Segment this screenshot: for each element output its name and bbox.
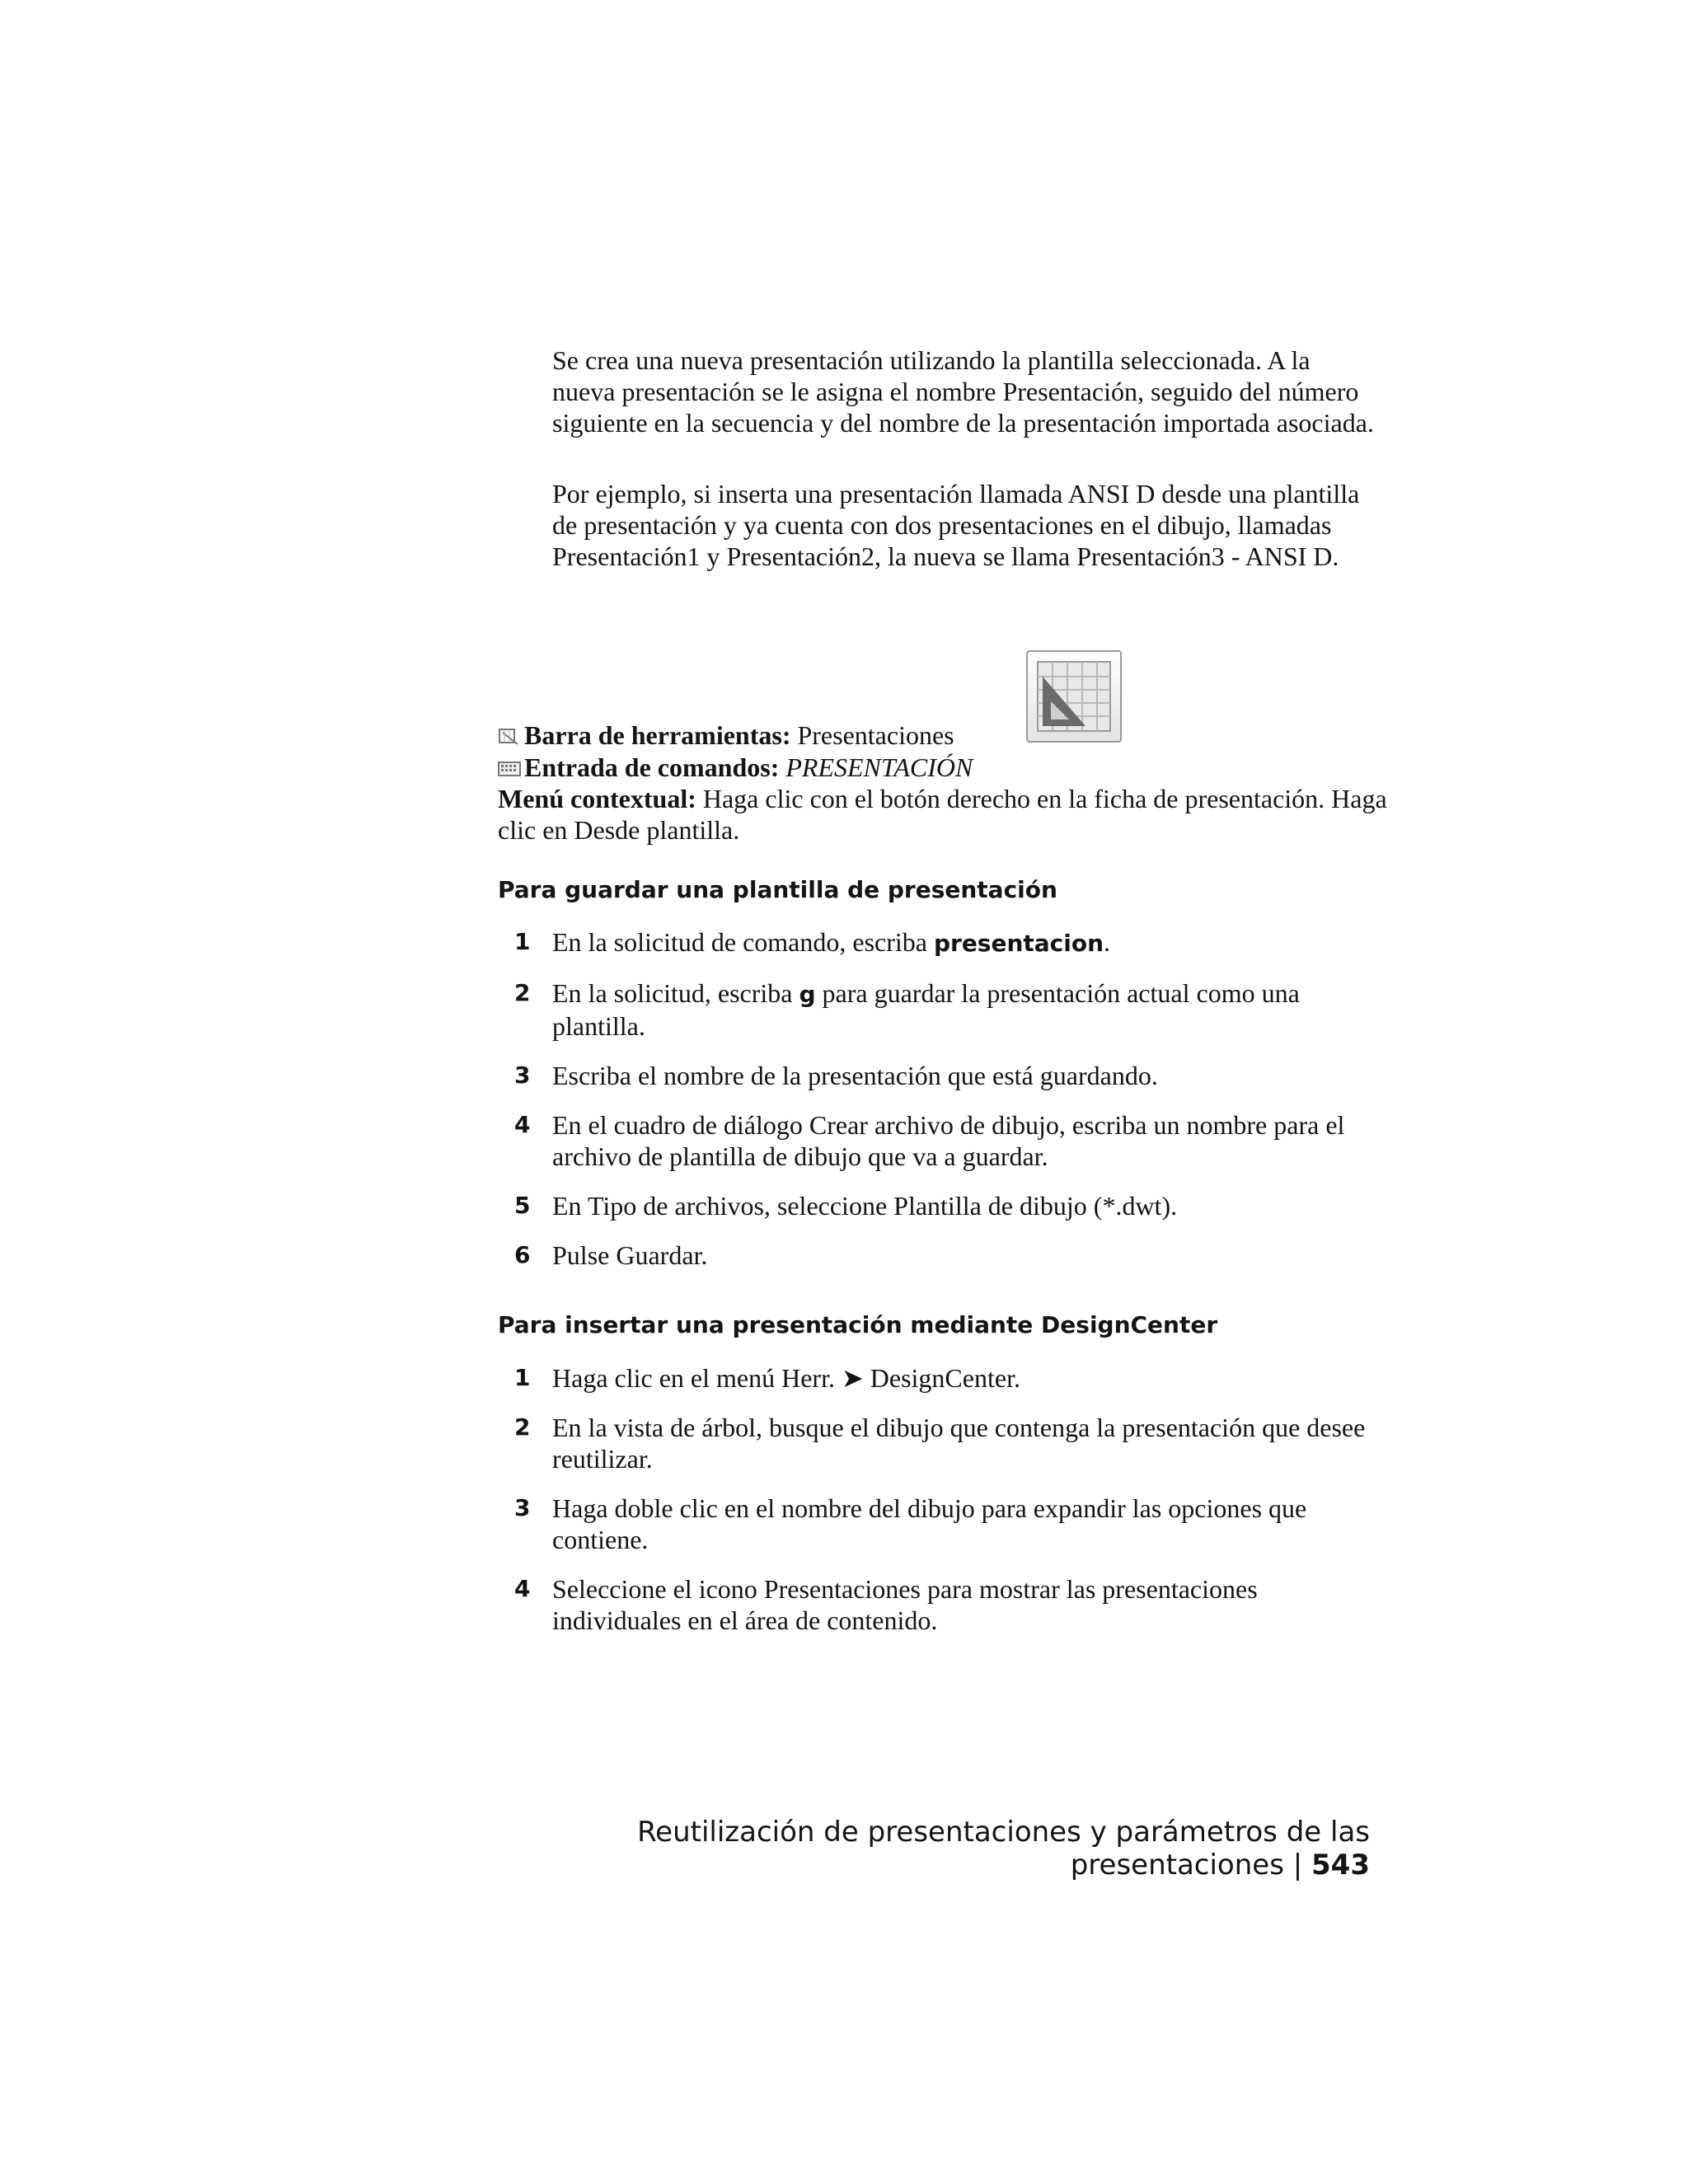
step-text-pre: En la solicitud, escriba (552, 978, 799, 1008)
command-access (498, 752, 1388, 783)
list-item (498, 1109, 1388, 1172)
page-footer (480, 1816, 1370, 1882)
step-text-pre: En la solicitud de comando, escriba (552, 927, 934, 957)
step-text-content: En la vista de árbol, busque el dibujo que contenga la presentación que desee reutilizar. (552, 1413, 1366, 1474)
list-item (498, 1060, 1388, 1091)
command-value: PRESENTACIÓN (785, 752, 973, 782)
step-number: 4 (514, 1111, 531, 1138)
list-item (498, 977, 1388, 1042)
step-text (552, 1413, 1365, 1474)
step-text-content: En Tipo de archivos, seleccione Plantilla de dibujo (*.dwt). (552, 1191, 1178, 1221)
step-text-content: Pulse Guardar. (552, 1240, 708, 1270)
step-text-post: para guardar la presentación actual como una plantilla. (552, 978, 1300, 1041)
steps-save (498, 926, 1388, 1289)
step-text-content: Escriba el nombre de la presentación que está guardando. (552, 1061, 1158, 1090)
command-label: Entrada de comandos: (524, 752, 780, 782)
list-item (498, 1573, 1388, 1636)
step-number: 2 (514, 1413, 531, 1441)
step-number: 1 (514, 928, 531, 955)
step-text (552, 1363, 1020, 1393)
step-number: 3 (514, 1062, 531, 1089)
context-label: Menú contextual: (498, 784, 696, 813)
paragraph-example: Por ejemplo, si inserta una presentación llamada ANSI D desde una plantilla de presentación y ya cuenta con dos presentaciones en el dibujo, llamadas Presentación1 y Presentación2, la nueva se llama Presentación3 - ANSI D. (552, 479, 1360, 571)
step-number: 5 (514, 1192, 531, 1219)
footer-title: Reutilización de presentaciones y parámetros de las presentaciones (637, 1816, 1370, 1882)
list-item (498, 1240, 1388, 1271)
step-text-post: . (1104, 927, 1111, 957)
command-keyword: g (799, 981, 816, 1008)
toolbar-access (498, 719, 1388, 751)
step-text (552, 1493, 1306, 1554)
step-text (552, 978, 1300, 1041)
menu-arrow-icon: ➤ (841, 1363, 864, 1393)
toolbar-icon (498, 721, 521, 739)
context-value: Haga clic con el botón derecho en la ficha de presentación. Haga clic en Desde plantilla. (498, 784, 1387, 845)
step-text (552, 1061, 1158, 1090)
paragraph-intro: Se crea una nueva presentación utilizando la plantilla seleccionada. A la nueva presentación se le asigna el nombre Presentación, seguido del número siguiente en la secuencia y del nombre de la presentación importada asociada. (552, 345, 1374, 438)
step-number: 2 (514, 979, 531, 1006)
list-item (498, 1190, 1388, 1221)
step-text-pre: Haga clic en el menú Herr. (552, 1363, 835, 1393)
page-number: 543 (1311, 1849, 1370, 1882)
step-text (552, 1110, 1344, 1171)
step-number: 3 (514, 1494, 531, 1521)
section-heading-save: Para guardar una plantilla de presentación (498, 876, 1057, 903)
context-menu-access (498, 783, 1388, 846)
footer-separator: | (1292, 1849, 1303, 1882)
list-item (498, 1412, 1388, 1474)
step-text (552, 1191, 1177, 1221)
step-number: 1 (514, 1364, 531, 1391)
command-keyword: presentacion (933, 930, 1104, 957)
list-item (498, 1362, 1388, 1394)
step-number: 4 (514, 1575, 531, 1602)
toolbar-label: Barra de herramientas: (524, 720, 791, 750)
step-text-content: En el cuadro de diálogo Crear archivo de dibujo, escriba un nombre para el archivo de plantilla de dibujo que va a guardar. (552, 1110, 1345, 1171)
step-text (552, 1574, 1258, 1635)
step-number: 6 (514, 1241, 531, 1268)
steps-insert (498, 1362, 1388, 1654)
toolbar-value: Presentaciones (797, 720, 954, 750)
list-item (498, 1493, 1388, 1555)
keyboard-icon (498, 753, 521, 771)
step-text (552, 927, 1110, 957)
section-heading-insert: Para insertar una presentación mediante DesignCenter (498, 1311, 1218, 1338)
step-text-content: Seleccione el icono Presentaciones para mostrar las presentaciones individuales en el área de contenido. (552, 1574, 1258, 1635)
step-text-post: DesignCenter. (870, 1363, 1020, 1393)
list-item (498, 926, 1388, 959)
step-text-content: Haga doble clic en el nombre del dibujo para expandir las opciones que contiene. (552, 1493, 1307, 1554)
step-text (552, 1240, 707, 1270)
